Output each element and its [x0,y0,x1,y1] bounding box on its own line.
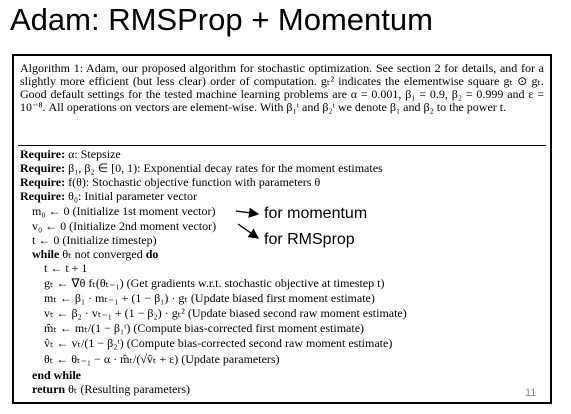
loop-bias-corrected-first: m̂ₜ ← mₜ/(1 − β₁ᵗ) (Compute bias-corrected first moment estimate) [44,321,365,335]
return-keyword: return [32,382,66,396]
require-stepsize [20,148,121,161]
require-keyword: Require: [20,175,66,189]
rmsprop-annotation: for RMSprop [264,231,355,248]
require-keyword: Require: [20,147,66,161]
algorithm-caption: Algorithm 1: Adam, our proposed algorithm for stochastic optimization. See section 2 for details, and for a slightly more efficient (but less clear) order of computation. gₜ² indicates the elementwise square gₜ ⊙ gₜ. Good default settings for the tested machine learning problems are α = 0.001, β₁ = 0.9, β₂ = 0.999 and ε = 10⁻⁸. All operations on vectors are element-wise. With β₁ᵗ and β₂ᵗ we denote β₁ and β₂ to the power t. [20,61,544,114]
do-keyword: do [145,247,159,261]
caption-divider [18,145,546,146]
while-condition: θₜ not converged [62,247,143,261]
loop-parameter-update: θₜ ← θₜ₋₁ − α · m̂ₜ/(√v̂ₜ + ε) (Update parameters) [44,352,280,366]
loop-timestep: t ← t + 1 [44,261,88,275]
require-objective [20,176,320,189]
end-while: end while [32,368,82,382]
require-text: α: Stepsize [68,147,121,161]
slide-title: Adam: RMSProp + Momentum [10,2,433,37]
loop-gradient: gₜ ← ∇θ fₜ(θₜ₋₁) (Get gradients w.r.t. stochastic objective at timestep t) [44,276,385,290]
page-number: 11 [525,387,537,399]
init-first-moment: m₀ ← 0 (Initialize 1st moment vector) [32,204,216,218]
init-second-moment: v₀ ← 0 (Initialize 2nd moment vector) [32,219,217,233]
require-keyword: Require: [20,161,66,175]
algorithm-box [12,54,552,404]
require-initial-params [20,190,197,203]
loop-first-moment: mₜ ← β₁ · mₜ₋₁ + (1 − β₁) · gₜ (Update biased first moment estimate) [44,291,375,305]
return-line [32,383,190,396]
momentum-annotation: for momentum [264,205,368,222]
while-line [32,248,158,261]
require-decay-rates [20,162,383,175]
return-text: θₜ (Resulting parameters) [68,382,191,396]
require-text: θ₀: Initial parameter vector [68,189,197,203]
init-timestep: t ← 0 (Initialize timestep) [32,233,157,247]
while-keyword: while [32,247,60,261]
loop-second-moment: vₜ ← β₂ · vₜ₋₁ + (1 − β₂) · gₜ² (Update biased second raw moment estimate) [44,306,407,320]
require-keyword: Require: [20,189,66,203]
require-text: β₁, β₂ ∈ [0, 1): Exponential decay rates for the moment estimates [68,161,383,175]
loop-bias-corrected-second: v̂ₜ ← vₜ/(1 − β₂ᵗ) (Compute bias-corrected second raw moment estimate) [44,336,393,350]
require-text: f(θ): Stochastic objective function with parameters θ [68,175,321,189]
